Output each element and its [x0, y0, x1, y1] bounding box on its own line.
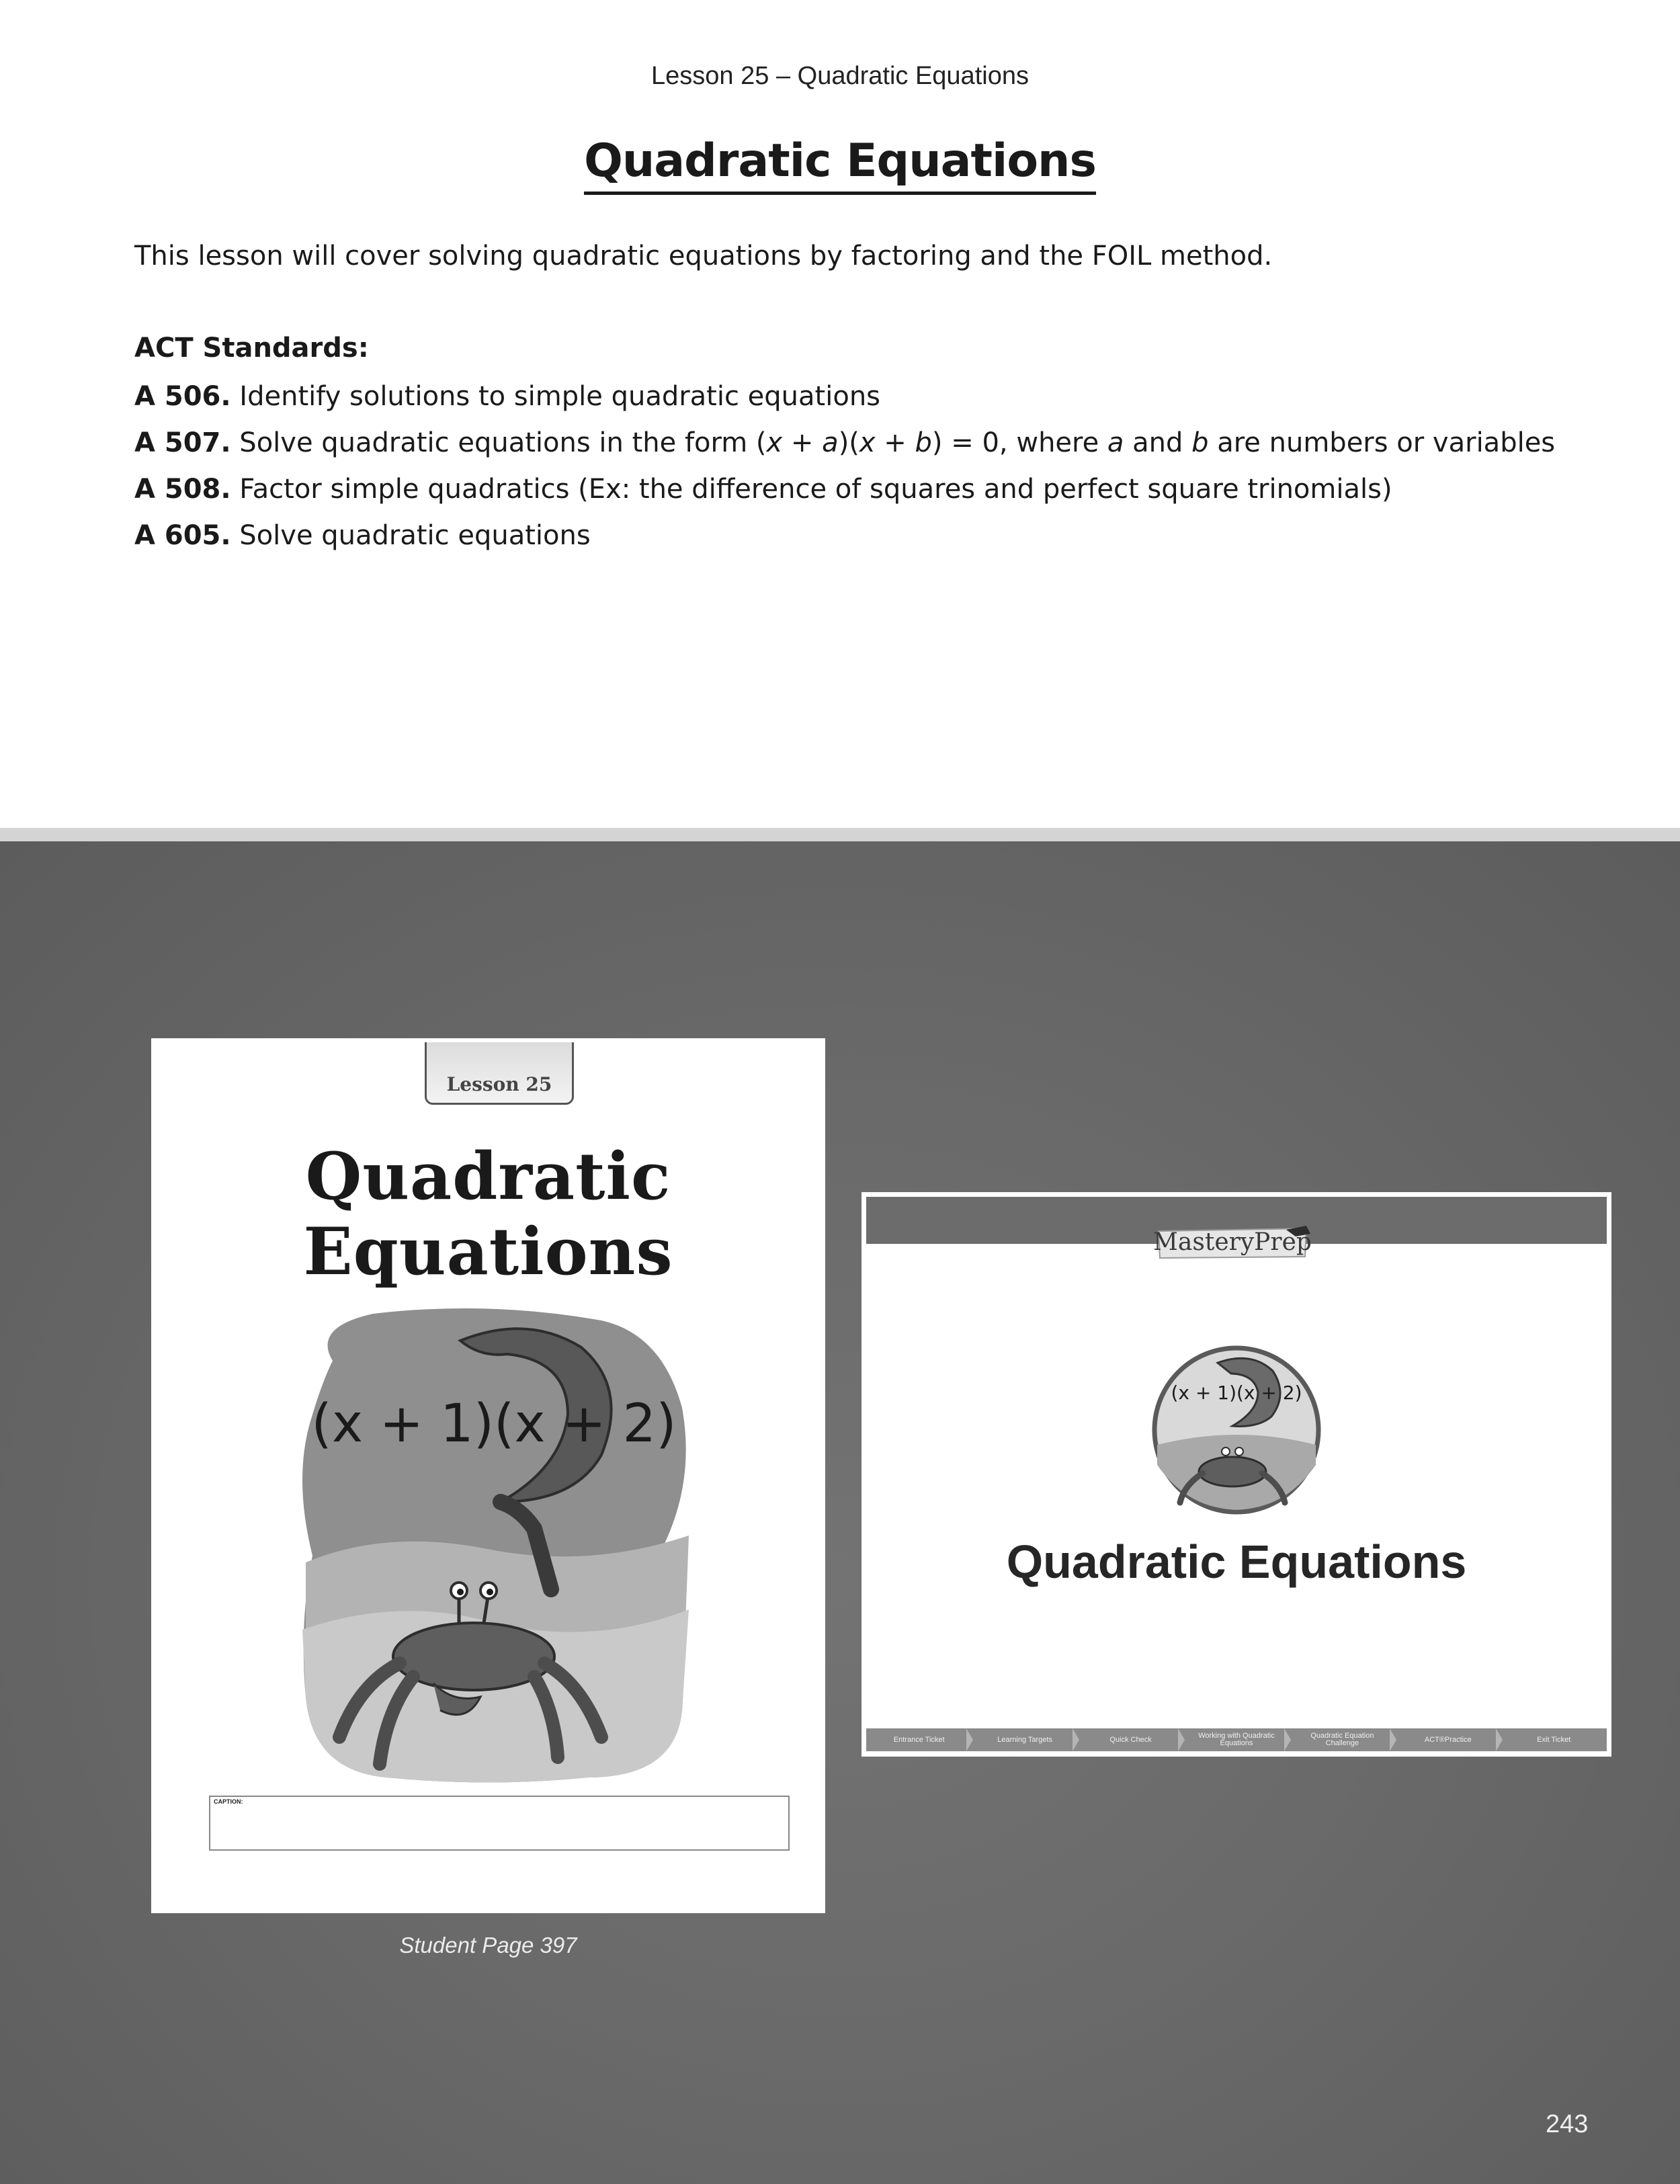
slide-thumbnail [862, 1192, 1611, 1757]
title-line: Quadratic [305, 1138, 671, 1214]
standard-code: A 507. [134, 427, 231, 458]
crab-illustration [286, 1307, 702, 1784]
nav-entrance-ticket[interactable]: Entrance Ticket [866, 1728, 972, 1751]
student-page-title [151, 1139, 825, 1290]
running-header: Lesson 25 – Quadratic Equations [651, 62, 1029, 90]
caption-label: CAPTION: [214, 1798, 243, 1805]
expression-text: (x + 1)(x + 2) [311, 1394, 677, 1454]
page-title-wrap [0, 134, 1680, 195]
nav-learning-targets[interactable]: Learning Targets [972, 1728, 1077, 1751]
standard-text: Solve quadratic equations [239, 520, 591, 551]
page-number: 243 [1546, 2110, 1589, 2138]
standard-code: A 508. [134, 474, 231, 505]
slide-nav-bar [866, 1728, 1607, 1751]
nav-exit-ticket[interactable]: Exit Ticket [1537, 1735, 1571, 1744]
title-line: Equations [303, 1214, 673, 1290]
standard-item [134, 472, 1555, 519]
nav-quadratic-equation-challenge[interactable]: Quadratic Equation Challenge [1290, 1728, 1395, 1751]
logo-text: MasteryPrep [1153, 1228, 1312, 1256]
standard-text: Factor simple quadratics (Ex: the difference of squares and perfect square trinomials) [239, 474, 1392, 505]
section-divider [0, 828, 1680, 841]
nav-act-practice[interactable]: ACT®Practice [1395, 1728, 1501, 1751]
nav-quick-check[interactable]: Quick Check [1078, 1728, 1183, 1751]
standard-item [134, 426, 1555, 472]
standards-heading: ACT Standards: [134, 333, 369, 364]
caption-box[interactable] [209, 1796, 790, 1851]
slide-expression-text: (x + 1)(x + 2) [1171, 1382, 1302, 1404]
standard-code: A 605. [134, 520, 231, 551]
nav-working-with-quadratic-equations[interactable]: Working with Quadratic Equations [1183, 1728, 1289, 1751]
page-title: Quadratic Equations [584, 134, 1096, 195]
standard-code: A 506. [134, 381, 231, 412]
standard-text: Solve quadratic equations in the form (x + a)(x + b) = 0, where a and b are numbers or variables [239, 427, 1556, 458]
lesson-tab [425, 1042, 574, 1105]
student-page-thumbnail [151, 1038, 825, 1913]
masteryprep-logo [1152, 1224, 1313, 1262]
standard-text: Identify solutions to simple quadratic equations [239, 381, 881, 412]
standard-item [134, 519, 1555, 565]
lesson-intro: This lesson will cover solving quadratic equations by factoring and the FOIL method. [134, 241, 1273, 271]
slide-crab-illustration [1150, 1344, 1322, 1516]
lesson-tab-label: Lesson 25 [446, 1073, 552, 1095]
act-standards [134, 333, 1555, 565]
standard-item [134, 380, 1555, 426]
student-page-label: Student Page 397 [399, 1933, 577, 1958]
slide-title: Quadratic Equations [1006, 1536, 1467, 1588]
